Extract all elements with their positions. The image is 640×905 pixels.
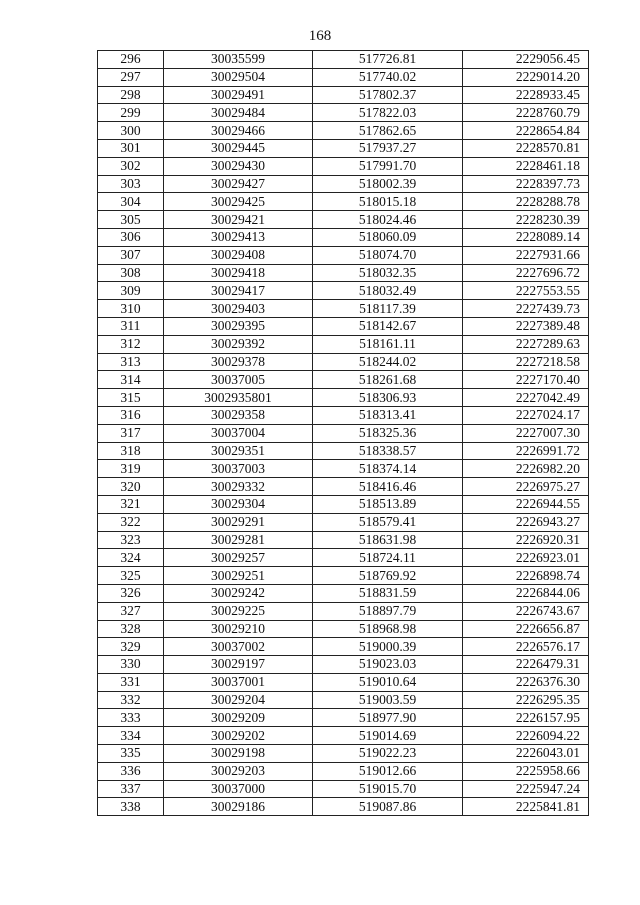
point-id-cell: 30037004 [164,424,313,442]
point-id-cell: 30029418 [164,264,313,282]
row-index-cell: 334 [98,727,164,745]
table-row [98,798,589,816]
y-coordinate-cell: 2226982.20 [463,460,589,478]
table-row [98,460,589,478]
x-coordinate-cell: 518831.59 [313,584,463,602]
point-id-cell: 30029413 [164,228,313,246]
x-coordinate-cell: 519014.69 [313,727,463,745]
point-id-cell: 30029504 [164,68,313,86]
point-id-cell: 30037000 [164,780,313,798]
x-coordinate-cell: 518338.57 [313,442,463,460]
point-id-cell: 30029209 [164,709,313,727]
row-index-cell: 320 [98,478,164,496]
table-row [98,86,589,104]
row-index-cell: 313 [98,353,164,371]
x-coordinate-cell: 518060.09 [313,228,463,246]
table-row [98,317,589,335]
y-coordinate-cell: 2228570.81 [463,139,589,157]
y-coordinate-cell: 2227931.66 [463,246,589,264]
point-id-cell: 30029491 [164,86,313,104]
row-index-cell: 306 [98,228,164,246]
x-coordinate-cell: 519087.86 [313,798,463,816]
y-coordinate-cell: 2226944.55 [463,495,589,513]
y-coordinate-cell: 2225947.24 [463,780,589,798]
table-row [98,264,589,282]
row-index-cell: 337 [98,780,164,798]
row-index-cell: 309 [98,282,164,300]
table-row [98,656,589,674]
row-index-cell: 305 [98,211,164,229]
table-row [98,68,589,86]
y-coordinate-cell: 2228461.18 [463,157,589,175]
row-index-cell: 326 [98,584,164,602]
point-id-cell: 30029421 [164,211,313,229]
x-coordinate-cell: 518074.70 [313,246,463,264]
table-row [98,211,589,229]
y-coordinate-cell: 2228089.14 [463,228,589,246]
point-id-cell: 30029251 [164,567,313,585]
x-coordinate-cell: 518142.67 [313,317,463,335]
x-coordinate-cell: 518325.36 [313,424,463,442]
y-coordinate-cell: 2227696.72 [463,264,589,282]
row-index-cell: 329 [98,638,164,656]
x-coordinate-cell: 518024.46 [313,211,463,229]
table-row [98,602,589,620]
x-coordinate-cell: 518261.68 [313,371,463,389]
y-coordinate-cell: 2226479.31 [463,656,589,674]
point-id-cell: 30029332 [164,478,313,496]
y-coordinate-cell: 2227218.58 [463,353,589,371]
y-coordinate-cell: 2226920.31 [463,531,589,549]
table-row [98,727,589,745]
x-coordinate-cell: 518513.89 [313,495,463,513]
x-coordinate-cell: 518306.93 [313,389,463,407]
table-row [98,406,589,424]
point-id-cell: 30029403 [164,300,313,318]
x-coordinate-cell: 518724.11 [313,549,463,567]
y-coordinate-cell: 2226991.72 [463,442,589,460]
point-id-cell: 30029358 [164,406,313,424]
x-coordinate-cell: 518631.98 [313,531,463,549]
row-index-cell: 300 [98,122,164,140]
x-coordinate-cell: 519012.66 [313,762,463,780]
row-index-cell: 336 [98,762,164,780]
table-row [98,282,589,300]
point-id-cell: 30029378 [164,353,313,371]
y-coordinate-cell: 2228933.45 [463,86,589,104]
table-row [98,567,589,585]
row-index-cell: 317 [98,424,164,442]
page-number: 168 [308,28,332,44]
x-coordinate-cell: 518032.35 [313,264,463,282]
y-coordinate-cell: 2226295.35 [463,691,589,709]
x-coordinate-cell: 519003.59 [313,691,463,709]
row-index-cell: 325 [98,567,164,585]
row-index-cell: 297 [98,68,164,86]
row-index-cell: 315 [98,389,164,407]
point-id-cell: 30029291 [164,513,313,531]
coordinate-table-body [98,51,589,816]
row-index-cell: 303 [98,175,164,193]
point-id-cell: 3002935801 [164,389,313,407]
y-coordinate-cell: 2226376.30 [463,673,589,691]
point-id-cell: 30029186 [164,798,313,816]
row-index-cell: 318 [98,442,164,460]
row-index-cell: 330 [98,656,164,674]
row-index-cell: 332 [98,691,164,709]
x-coordinate-cell: 517802.37 [313,86,463,104]
point-id-cell: 30029204 [164,691,313,709]
point-id-cell: 30029210 [164,620,313,638]
table-row [98,371,589,389]
table-row [98,584,589,602]
table-row [98,424,589,442]
row-index-cell: 304 [98,193,164,211]
y-coordinate-cell: 2228760.79 [463,104,589,122]
x-coordinate-cell: 517740.02 [313,68,463,86]
point-id-cell: 30029445 [164,139,313,157]
row-index-cell: 322 [98,513,164,531]
y-coordinate-cell: 2226743.67 [463,602,589,620]
table-row [98,531,589,549]
table-row [98,104,589,122]
table-row [98,246,589,264]
x-coordinate-cell: 517937.27 [313,139,463,157]
y-coordinate-cell: 2227439.73 [463,300,589,318]
row-index-cell: 310 [98,300,164,318]
point-id-cell: 30029484 [164,104,313,122]
row-index-cell: 319 [98,460,164,478]
y-coordinate-cell: 2228397.73 [463,175,589,193]
point-id-cell: 30037002 [164,638,313,656]
point-id-cell: 30029395 [164,317,313,335]
row-index-cell: 296 [98,51,164,69]
x-coordinate-cell: 518032.49 [313,282,463,300]
y-coordinate-cell: 2226943.27 [463,513,589,531]
y-coordinate-cell: 2225958.66 [463,762,589,780]
point-id-cell: 30029203 [164,762,313,780]
table-row [98,51,589,69]
x-coordinate-cell: 518117.39 [313,300,463,318]
x-coordinate-cell: 518374.14 [313,460,463,478]
row-index-cell: 308 [98,264,164,282]
point-id-cell: 30029427 [164,175,313,193]
point-id-cell: 30029304 [164,495,313,513]
table-row [98,762,589,780]
x-coordinate-cell: 518313.41 [313,406,463,424]
x-coordinate-cell: 519000.39 [313,638,463,656]
x-coordinate-cell: 518244.02 [313,353,463,371]
x-coordinate-cell: 518002.39 [313,175,463,193]
point-id-cell: 30029430 [164,157,313,175]
point-id-cell: 30029281 [164,531,313,549]
x-coordinate-cell: 518968.98 [313,620,463,638]
y-coordinate-cell: 2228230.39 [463,211,589,229]
x-coordinate-cell: 518977.90 [313,709,463,727]
x-coordinate-cell: 518769.92 [313,567,463,585]
y-coordinate-cell: 2227389.48 [463,317,589,335]
x-coordinate-cell: 519023.03 [313,656,463,674]
y-coordinate-cell: 2226844.06 [463,584,589,602]
table-row [98,122,589,140]
row-index-cell: 312 [98,335,164,353]
point-id-cell: 30037003 [164,460,313,478]
y-coordinate-cell: 2227007.30 [463,424,589,442]
table-row [98,300,589,318]
y-coordinate-cell: 2226576.17 [463,638,589,656]
y-coordinate-cell: 2228654.84 [463,122,589,140]
y-coordinate-cell: 2225841.81 [463,798,589,816]
table-row [98,193,589,211]
table-row [98,673,589,691]
point-id-cell: 30029197 [164,656,313,674]
y-coordinate-cell: 2229014.20 [463,68,589,86]
x-coordinate-cell: 518161.11 [313,335,463,353]
table-row [98,495,589,513]
table-row [98,478,589,496]
table-row [98,638,589,656]
row-index-cell: 335 [98,745,164,763]
y-coordinate-cell: 2226043.01 [463,745,589,763]
x-coordinate-cell: 518015.18 [313,193,463,211]
y-coordinate-cell: 2227170.40 [463,371,589,389]
table-row [98,228,589,246]
point-id-cell: 30029392 [164,335,313,353]
y-coordinate-cell: 2226975.27 [463,478,589,496]
y-coordinate-cell: 2226094.22 [463,727,589,745]
y-coordinate-cell: 2226898.74 [463,567,589,585]
x-coordinate-cell: 519015.70 [313,780,463,798]
table-row [98,442,589,460]
table-row [98,389,589,407]
row-index-cell: 323 [98,531,164,549]
x-coordinate-cell: 517991.70 [313,157,463,175]
x-coordinate-cell: 518416.46 [313,478,463,496]
table-row [98,139,589,157]
point-id-cell: 30029225 [164,602,313,620]
row-index-cell: 314 [98,371,164,389]
table-row [98,709,589,727]
row-index-cell: 331 [98,673,164,691]
table-row [98,513,589,531]
row-index-cell: 311 [98,317,164,335]
coordinate-table [97,50,589,816]
y-coordinate-cell: 2227024.17 [463,406,589,424]
row-index-cell: 328 [98,620,164,638]
table-row [98,353,589,371]
point-id-cell: 30037001 [164,673,313,691]
table-row [98,175,589,193]
point-id-cell: 30029257 [164,549,313,567]
x-coordinate-cell: 519022.23 [313,745,463,763]
y-coordinate-cell: 2227042.49 [463,389,589,407]
point-id-cell: 30029466 [164,122,313,140]
y-coordinate-cell: 2226656.87 [463,620,589,638]
row-index-cell: 316 [98,406,164,424]
point-id-cell: 30029202 [164,727,313,745]
y-coordinate-cell: 2229056.45 [463,51,589,69]
point-id-cell: 30029417 [164,282,313,300]
table-row [98,157,589,175]
y-coordinate-cell: 2226157.95 [463,709,589,727]
x-coordinate-cell: 519010.64 [313,673,463,691]
point-id-cell: 30029198 [164,745,313,763]
row-index-cell: 307 [98,246,164,264]
row-index-cell: 321 [98,495,164,513]
x-coordinate-cell: 518897.79 [313,602,463,620]
table-row [98,335,589,353]
row-index-cell: 338 [98,798,164,816]
table-row [98,745,589,763]
x-coordinate-cell: 518579.41 [313,513,463,531]
row-index-cell: 302 [98,157,164,175]
point-id-cell: 30029351 [164,442,313,460]
y-coordinate-cell: 2227553.55 [463,282,589,300]
point-id-cell: 30029242 [164,584,313,602]
row-index-cell: 301 [98,139,164,157]
row-index-cell: 298 [98,86,164,104]
y-coordinate-cell: 2226923.01 [463,549,589,567]
y-coordinate-cell: 2227289.63 [463,335,589,353]
point-id-cell: 30037005 [164,371,313,389]
x-coordinate-cell: 517862.65 [313,122,463,140]
row-index-cell: 299 [98,104,164,122]
y-coordinate-cell: 2228288.78 [463,193,589,211]
table-row [98,549,589,567]
table-row [98,780,589,798]
row-index-cell: 324 [98,549,164,567]
point-id-cell: 30029408 [164,246,313,264]
point-id-cell: 30035599 [164,51,313,69]
row-index-cell: 327 [98,602,164,620]
point-id-cell: 30029425 [164,193,313,211]
x-coordinate-cell: 517726.81 [313,51,463,69]
row-index-cell: 333 [98,709,164,727]
table-row [98,691,589,709]
x-coordinate-cell: 517822.03 [313,104,463,122]
table-row [98,620,589,638]
